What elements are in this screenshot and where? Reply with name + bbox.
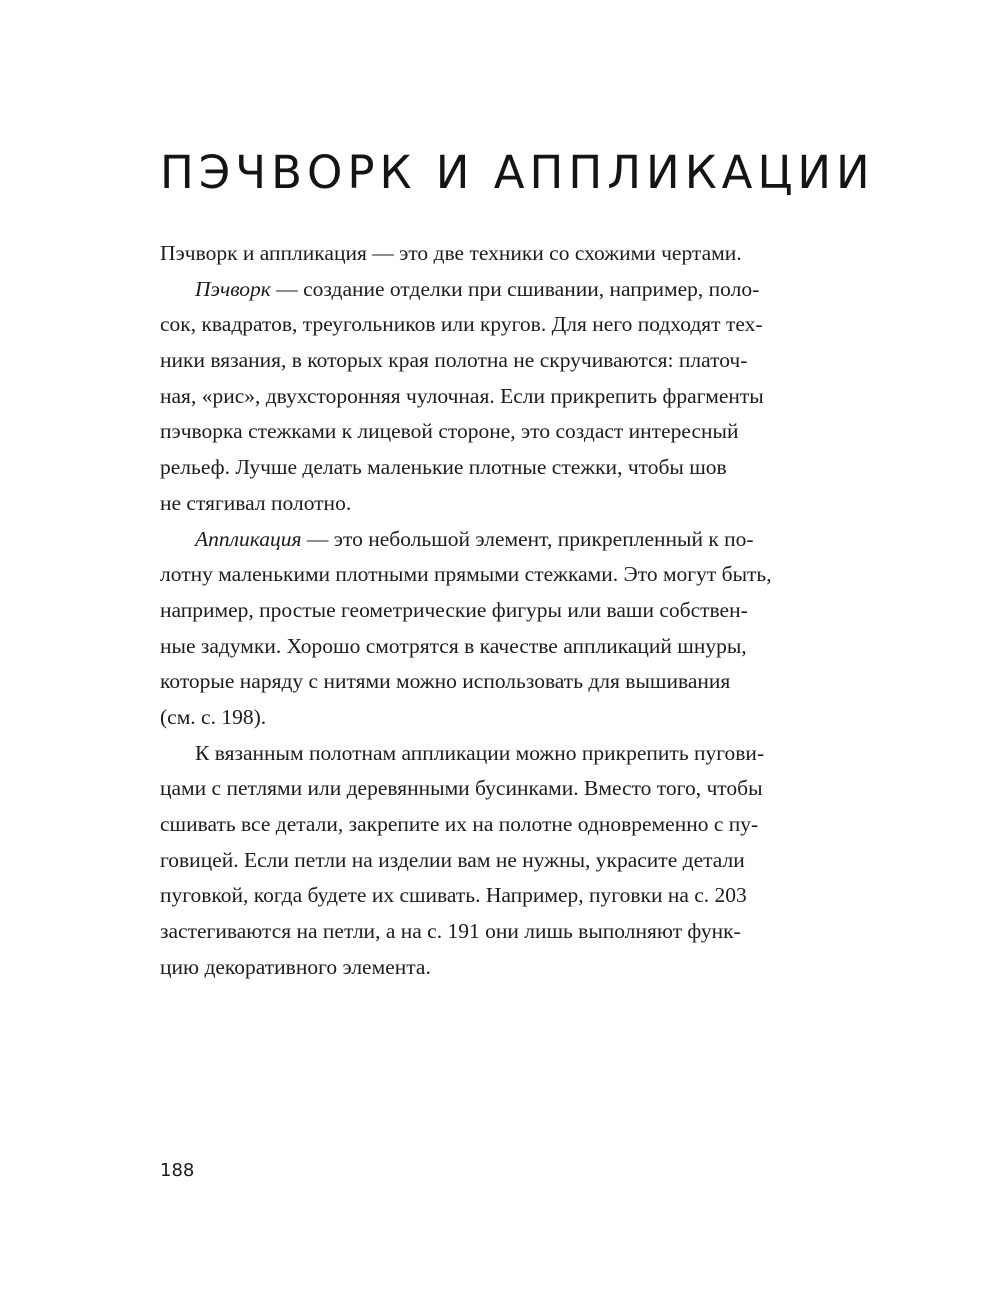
text-line: ная, «рис», двухсторонняя чулочная. Если прикрепить фрагменты xyxy=(160,383,764,408)
text-line: лотну маленькими плотными прямыми стежками. Это могут быть, xyxy=(160,562,772,587)
paragraph-buttons xyxy=(160,736,850,986)
text-line: Пэчворк и аппликация — это две техники со схожими чертами. xyxy=(160,241,742,265)
text-line: (см. с. 198). xyxy=(160,704,267,729)
text-line: ники вязания, в которых края полотна не скручиваются: платоч- xyxy=(160,348,748,373)
term-patchwork: Пэчворк xyxy=(195,276,271,301)
text-line: например, простые геометрические фигуры или ваши собствен- xyxy=(160,597,748,622)
paragraph-applique xyxy=(160,522,850,736)
page-title: ПЭЧВОРК И АППЛИКАЦИИ xyxy=(160,146,875,199)
text-line: сок, квадратов, треугольников или кругов. Для него подходят тех- xyxy=(160,312,763,337)
term-applique: Аппликация xyxy=(195,526,302,551)
text-line: не стягивал полотно. xyxy=(160,490,352,515)
text-line: сшивать все детали, закрепите их на полотне одновременно с пу- xyxy=(160,812,759,836)
text-line: К вязанным полотнам аппликации можно прикрепить пугови- xyxy=(195,740,765,765)
text-line: говицей. Если петли на изделии вам не нужны, украсите детали xyxy=(160,847,745,872)
text-line: пэчворка стежками к лицевой стороне, это создаст интересный xyxy=(160,419,739,444)
text-line: цами с петлями или деревянными бусинками. Вместо того, чтобы xyxy=(160,776,763,801)
text-fragment: — создание отделки при сшивании, например, поло- xyxy=(270,276,760,301)
paragraph-intro xyxy=(160,236,850,272)
text-line: рельеф. Лучше делать маленькие плотные стежки, чтобы шов xyxy=(160,455,727,480)
text-fragment: — это небольшой элемент, прикрепленный к по- xyxy=(301,526,754,551)
text-line: которые наряду с нитями можно использовать для вышивания xyxy=(160,669,731,694)
text-line: пуговкой, когда будете их сшивать. Например, пуговки на с. 203 xyxy=(160,883,747,908)
text-line xyxy=(160,272,850,308)
page-number: 188 xyxy=(160,1160,195,1181)
paragraph-patchwork xyxy=(160,272,850,522)
text-line: цию декоративного элемента. xyxy=(160,954,431,979)
body-text xyxy=(160,236,850,985)
text-line xyxy=(160,522,850,558)
text-line: ные задумки. Хорошо смотрятся в качестве аппликаций шнуры, xyxy=(160,633,747,658)
text-line: застегиваются на петли, а на с. 191 они лишь выполняют функ- xyxy=(160,919,741,944)
